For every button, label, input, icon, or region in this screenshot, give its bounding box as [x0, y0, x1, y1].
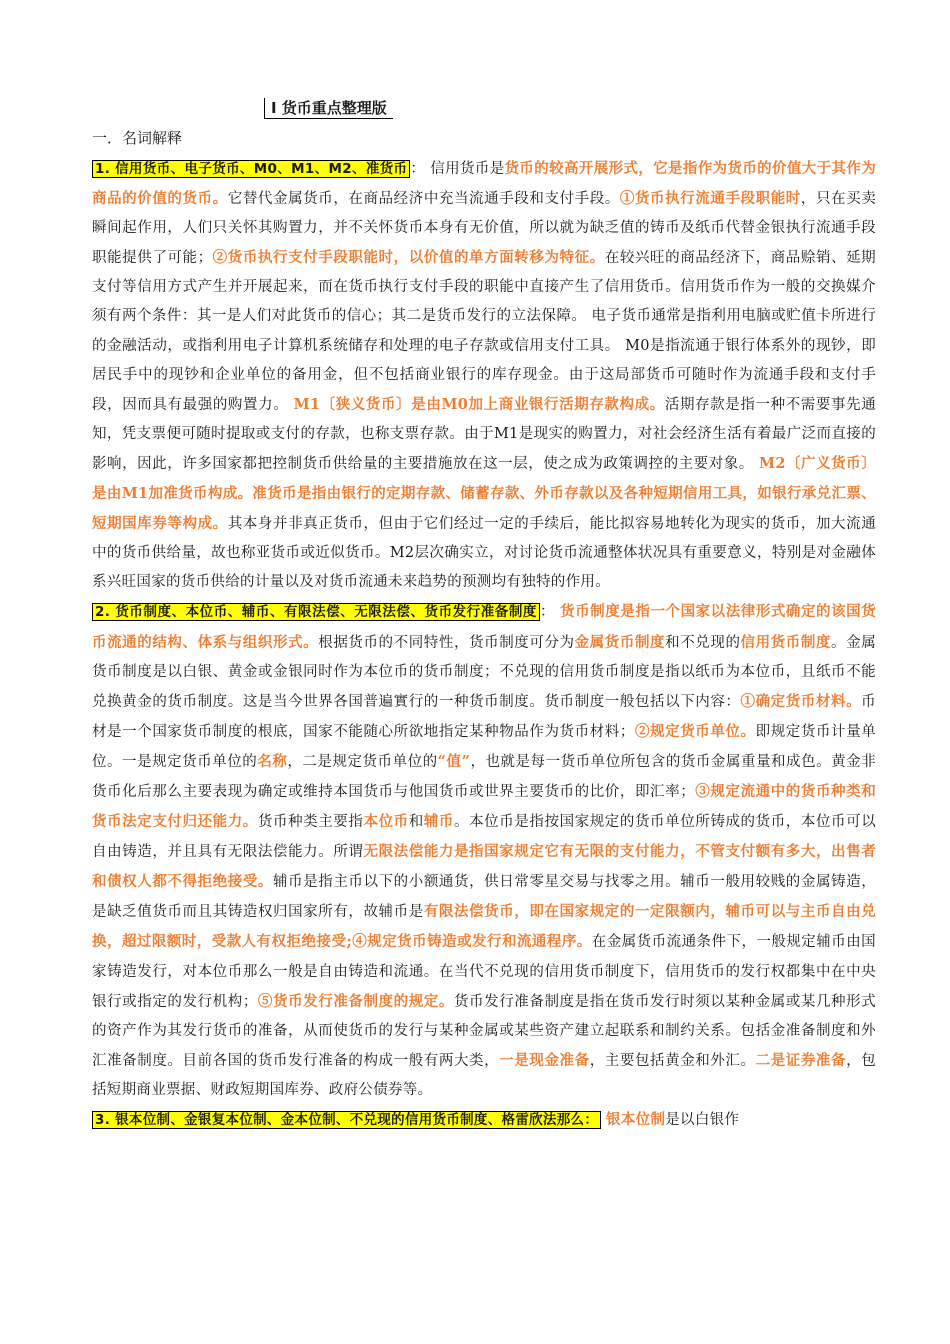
emphasis-text: 名称	[257, 752, 288, 770]
emphasis-text: 货币制度是指一个国家以法律形式确定的该国货币流通的结构、体系与组织形式。	[92, 603, 876, 651]
emphasis-text: ⑤货币发行准备制度的规定。	[257, 992, 454, 1010]
text: 在较兴旺的商品经济下，商品赊销、延期支付等信用方式产生并开展起来，而在货币执行支付手段的职能中直接产生了信用货币。信用货币作为一般的交换媒介须有两个条件：其一是人们对此货币的信心；其二是货币发行的立法保障。 电子货币通常是指利用电脑或贮值卡所进行的金融活动，或指利用电子计算机系统储存和处理的电子存款或信用支付工具。 M0是指流通于银行体系外的现钞，即居民手中的现钞和企业单位的备用金，但不包括商业银行的库存现金。由于这局部货币可随时作为流通手段和支付手段，因而具有最强的购置力。	[92, 250, 876, 413]
text: 和	[408, 814, 424, 831]
text: 根据货币的不同特性，货币制度可分为	[318, 634, 575, 651]
emphasis-text: 二是证券准备	[755, 1051, 847, 1069]
paragraph-3	[92, 1105, 876, 1135]
text: ，包括短期商业票据、财政短期国库券、政府公债券等。	[92, 1052, 876, 1098]
emphasis-text: 货币的较高开展形式，它是指作为货币的价值大于其作为商品的价值的货币。	[92, 160, 877, 208]
emphasis-text: 辅币	[423, 813, 454, 831]
emphasis-text: ②货币执行支付手段职能时，以价值的单方面转移为特征。	[212, 249, 605, 267]
emphasis-text: ②规定货币单位。	[634, 722, 756, 740]
text: ，二是规定货币单位的	[287, 753, 438, 770]
term-heading-1: 1. 信用货币、电子货币、M0、M1、M2、准货币	[92, 160, 410, 178]
emphasis-text: ④规定货币铸造或发行和流通程序。	[352, 933, 592, 951]
text: 活期存款是指一种不需要事先通知，凭支票便可随时提取或支付的存款，也称支票存款。由于M1是现实的购置力，对社会经济生活有着最广泛而直接的影响，因此，许多国家都把控制货币供给量的主要措施放在这一层，使之成为政策调控的主要对象。	[92, 396, 877, 472]
text: 和不兑现的	[665, 634, 741, 651]
emphasis-text: 一是现金准备	[499, 1051, 590, 1069]
emphasis-text: 金属货币制度	[574, 633, 666, 651]
text: 是以白银作	[665, 1112, 740, 1128]
text: 。本位币是指按国家规定的货币单位所铸成的货币，本位币可以自由铸造，并且具有无限法偿能力。所谓	[92, 814, 876, 861]
text: 其本身并非真正货币，但由于它们经过一定的手续后，能比拟容易地转化为现实的货币，加大流通中的货币供给量，故也称亚货币或近似货币。M2层次确实立，对讨论货币流通整体状况具有重要意义，特别是对金融体系兴旺国家的货币供给的计量以及对货币流通未来趋势的预测均有独特的作用。	[92, 516, 876, 591]
emphasis-text: 无限法偿能力是指国家规定它有无限的支付能力，不管支付额有多大，出售者和债权人都不得拒绝接受。	[92, 843, 876, 891]
emphasis-text: ③规定流通中的货币种类和货币法定支付归还能力。	[92, 782, 877, 831]
paragraph-1	[92, 154, 876, 597]
emphasis-text: 有限法偿货币，即在国家规定的一定限额内，辅币可以与主币自由兑换，超过限额时，受款人有权拒绝接受;	[92, 903, 876, 951]
emphasis-text: “值”	[437, 752, 471, 770]
emphasis-text: ①确定货币材料。	[740, 692, 862, 710]
text: 。金属货币制度是以白银、黄金或金银同时作为本位币的货币制度；不兑现的信用货币制度是指以纸币为本位币，且纸币不能兑换黄金的货币制度。这是当今世界各国普遍實行的一种货币制度。货币制度一般包括以下内容：	[92, 634, 877, 710]
text: ： 信用货币是	[410, 161, 505, 177]
emphasis-text: ①货币执行流通手段职能时	[619, 190, 801, 208]
text: 币材是一个国家货币制度的根底，国家不能随心所欲地指定某种物品作为货币材料；	[92, 693, 876, 740]
text: 它替代金属货币，在商品经济中充当流通手段和支付手段。	[227, 191, 620, 208]
emphasis-text: M2〔广义货币〕是由M1加准货币构成。准货币是指由银行的定期存款、储蓄存款、外币存款以及各种短期信用工具，如银行承兑汇票、短期国库券等构成。	[92, 454, 876, 533]
emphasis-text: 本位币	[363, 813, 409, 831]
document-title: I 货币重点整理版	[264, 98, 393, 119]
text: 即规定货币计量单位。一是规定货币单位的	[92, 723, 877, 770]
emphasis-text: 银本位制	[606, 1111, 666, 1128]
text: ，也就是每一货币单位所包含的货币金属重量和成色。黄金非货币化后那么主要表现为确定或维持本国货币与他国货币或世界主要货币的比价，即汇率；	[92, 753, 876, 800]
term-heading-2: 2. 货币制度、本位币、辅币、有限法偿、无限法偿、货币发行准备制度	[92, 603, 540, 621]
text: 货币种类主要指	[257, 814, 364, 831]
paragraph-2	[92, 597, 876, 1105]
text: ，只在买卖瞬间起作用，人们只关怀其购置力，并不关怀货币本身有无价值，所以就为缺乏值的铸币及纸币代替金银执行流通手段职能提供了可能；	[92, 191, 877, 267]
text: 在金属货币流通条件下，一般规定辅币由国家铸造发行，对本位币那么一般是自由铸造和流通。在当代不兑现的信用货币制度下，信用货币的发行权都集中在中央银行或指定的发行机构；	[92, 934, 876, 1010]
term-heading-3: 3. 银本位制、金银复本位制、金本位制、不兑现的信用货币制度、格雷欣法那么：	[92, 1111, 601, 1129]
section-heading: 一．名词解释	[92, 129, 183, 147]
document-body	[92, 154, 876, 1135]
text: ，主要包括黄金和外汇。	[589, 1052, 756, 1069]
emphasis-text: M1〔狭义货币〕是由M0加上商业银行活期存款构成。	[293, 395, 665, 413]
text: ：	[539, 604, 561, 621]
emphasis-text: 信用货币制度	[740, 633, 832, 651]
text: 货币发行准备制度是指在货币发行时须以某种金属或某几种形式的资产作为其发行货币的准备，从而使货币的发行与某种金属或某些资产建立起联系和制约关系。包括金准备制度和外汇准备制度。目前各国的货币发行准备的构成一般有两大类，	[92, 993, 876, 1069]
text: 辅币是指主币以下的小额通货，供日常零星交易与找零之用。辅币一般用较贱的金属铸造，是缺乏值货币而且其铸造权归国家所有，故辅币是	[92, 874, 877, 921]
